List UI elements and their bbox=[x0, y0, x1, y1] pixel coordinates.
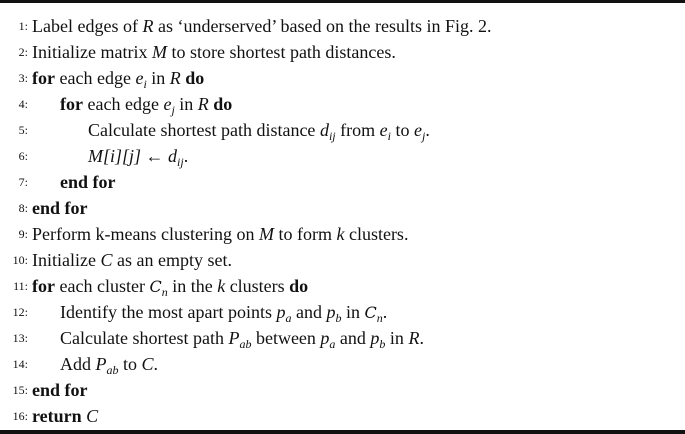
text: in bbox=[146, 68, 170, 88]
line-number: 9: bbox=[18, 227, 28, 241]
text: . bbox=[183, 146, 189, 166]
text: and bbox=[291, 302, 327, 322]
text: . bbox=[382, 302, 388, 322]
algorithm-line-5 bbox=[0, 117, 685, 143]
math-calligraphic-var: C bbox=[149, 277, 162, 296]
algorithm-line-7 bbox=[0, 169, 685, 195]
math-var: R bbox=[142, 16, 154, 36]
text: to bbox=[118, 354, 142, 374]
text: each cluster bbox=[54, 276, 150, 296]
math-var: k bbox=[217, 276, 226, 296]
line-number: 2: bbox=[18, 45, 28, 59]
math-subscript: ab bbox=[106, 363, 119, 377]
text: Perform k-means clustering on bbox=[32, 224, 259, 244]
math-var: e bbox=[163, 94, 172, 114]
keyword: for bbox=[60, 94, 83, 114]
keyword: return bbox=[32, 406, 82, 426]
math-subscript: j bbox=[421, 129, 426, 143]
line-number: 16: bbox=[12, 409, 28, 423]
math-subscript: i bbox=[143, 77, 147, 91]
math-subscript: n bbox=[376, 311, 383, 325]
keyword: end for bbox=[60, 172, 116, 192]
keyword: do bbox=[185, 68, 205, 88]
keyword: do bbox=[289, 276, 309, 296]
text: as ‘underserved’ based on the results in Fig. 2. bbox=[153, 16, 492, 36]
text: clusters bbox=[225, 276, 290, 296]
line-number: 4: bbox=[18, 97, 28, 111]
text: to store shortest path distances. bbox=[166, 42, 396, 62]
math-subscript: ij bbox=[177, 155, 184, 169]
algorithm-line-14 bbox=[0, 351, 685, 377]
keyword: do bbox=[213, 94, 233, 114]
math-var: d bbox=[319, 120, 329, 140]
algorithm-line-10 bbox=[0, 247, 685, 273]
math-subscript: ij bbox=[328, 129, 336, 143]
algorithm-line-11 bbox=[0, 273, 685, 299]
text: in bbox=[341, 302, 365, 322]
bottom-rule bbox=[0, 430, 685, 434]
math-var: k bbox=[336, 224, 345, 244]
math-var: P bbox=[228, 328, 240, 348]
algorithm-line-8 bbox=[0, 195, 685, 221]
text: between bbox=[251, 328, 321, 348]
text: Identify the most apart points bbox=[60, 302, 277, 322]
line-number: 15: bbox=[12, 383, 28, 397]
algorithm-line-16 bbox=[0, 403, 685, 429]
math-var: e bbox=[413, 120, 422, 140]
math-subscript: a bbox=[285, 311, 292, 325]
line-number: 12: bbox=[12, 305, 28, 319]
line-number: 10: bbox=[12, 253, 28, 267]
top-rule bbox=[0, 0, 685, 3]
keyword: end for bbox=[32, 380, 88, 400]
math-var: p bbox=[326, 302, 336, 322]
text: Label edges of bbox=[32, 16, 143, 36]
text: . bbox=[153, 354, 159, 374]
math-subscript: ab bbox=[239, 337, 252, 351]
math-var: p bbox=[320, 328, 330, 348]
line-number: 6: bbox=[18, 149, 28, 163]
math-var: d bbox=[168, 146, 178, 166]
text: Add bbox=[60, 354, 96, 374]
math-subscript: j bbox=[171, 103, 175, 117]
text: to bbox=[390, 120, 414, 140]
line-number: 5: bbox=[18, 123, 28, 137]
math-var: C bbox=[86, 406, 99, 426]
text: Initialize matrix bbox=[32, 42, 152, 62]
line-number: 7: bbox=[18, 175, 28, 189]
math-var: p bbox=[370, 328, 380, 348]
algorithm-line-12 bbox=[0, 299, 685, 325]
math-var: R bbox=[197, 94, 209, 114]
line-number: 3: bbox=[18, 71, 28, 85]
math-subscript: i bbox=[387, 129, 391, 143]
algorithm-line-15 bbox=[0, 377, 685, 403]
keyword: for bbox=[32, 68, 55, 88]
text: as an empty set. bbox=[112, 250, 232, 270]
math-index: [i][j] bbox=[103, 146, 142, 166]
math-var: p bbox=[276, 302, 286, 322]
text: Calculate shortest path bbox=[60, 328, 229, 348]
math-var: C bbox=[100, 250, 113, 270]
line-number: 14: bbox=[12, 357, 28, 371]
text: Calculate shortest path distance bbox=[88, 120, 320, 140]
text: Initialize bbox=[32, 250, 101, 270]
line-number: 11: bbox=[13, 279, 28, 293]
text: each edge bbox=[54, 68, 136, 88]
math-var: e bbox=[379, 120, 388, 140]
text: in the bbox=[167, 276, 218, 296]
text: from bbox=[335, 120, 380, 140]
text: each edge bbox=[82, 94, 164, 114]
text: and bbox=[335, 328, 371, 348]
algorithm-line-2 bbox=[0, 39, 685, 65]
algorithm-line-9 bbox=[0, 221, 685, 247]
math-var: R bbox=[408, 328, 420, 348]
line-number: 13: bbox=[12, 331, 28, 345]
math-var: P bbox=[95, 354, 107, 374]
math-var: M bbox=[88, 146, 103, 166]
text: to form bbox=[273, 224, 337, 244]
text: . bbox=[419, 328, 424, 348]
algorithm-line-4 bbox=[0, 91, 685, 117]
algorithm-line-13 bbox=[0, 325, 685, 351]
math-var: C bbox=[141, 354, 154, 374]
text: . bbox=[425, 120, 430, 140]
math-subscript: a bbox=[329, 337, 336, 351]
keyword: for bbox=[32, 276, 55, 296]
algorithm-line-3 bbox=[0, 65, 685, 91]
math-var: M bbox=[151, 42, 167, 62]
line-number: 8: bbox=[18, 201, 28, 215]
math-var: R bbox=[169, 68, 181, 88]
math-var: M bbox=[258, 224, 274, 244]
math-subscript: b bbox=[379, 337, 386, 351]
algorithm-line-6 bbox=[0, 143, 685, 169]
math-var: e bbox=[135, 68, 144, 88]
text: in bbox=[174, 94, 198, 114]
assign-arrow: ← bbox=[141, 146, 169, 166]
text: clusters. bbox=[344, 224, 409, 244]
math-calligraphic-var: C bbox=[364, 303, 377, 322]
algorithm-line-1 bbox=[0, 13, 685, 39]
line-number: 1: bbox=[18, 19, 28, 33]
text: in bbox=[385, 328, 409, 348]
keyword: end for bbox=[32, 198, 88, 218]
math-subscript: n bbox=[161, 285, 168, 299]
math-subscript: b bbox=[335, 311, 342, 325]
